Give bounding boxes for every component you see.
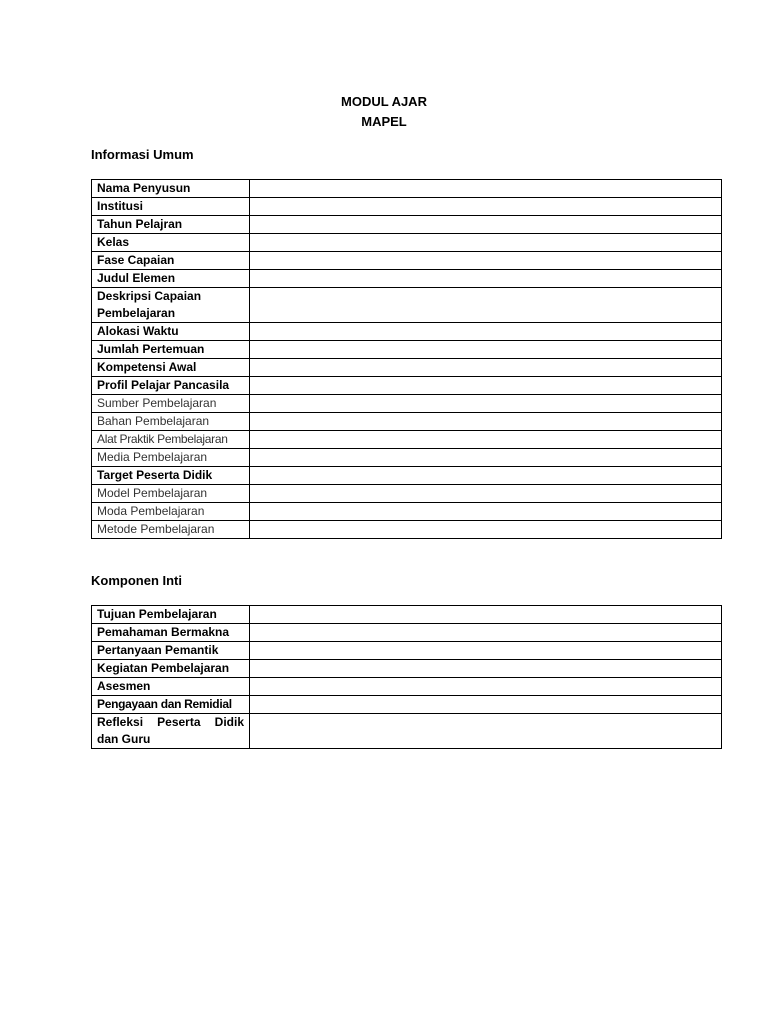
- table-row: [92, 696, 722, 714]
- section-heading-komponen-inti: Komponen Inti: [91, 573, 182, 588]
- row-label-profil-pelajar-pancasila: Profil Pelajar Pancasila: [92, 377, 250, 395]
- komponen-inti-table: [91, 605, 722, 749]
- table-row: [92, 660, 722, 678]
- row-label-kegiatan-pembelajaran: Kegiatan Pembelajaran: [92, 660, 250, 678]
- row-label-metode-pembelajaran: Metode Pembelajaran: [92, 521, 250, 539]
- document-subtitle: MAPEL: [361, 114, 407, 129]
- value-cell-nama-penyusun[interactable]: [250, 180, 722, 198]
- table-row: [92, 606, 722, 624]
- table-row: [92, 431, 722, 449]
- value-cell-moda-pembelajaran[interactable]: [250, 503, 722, 521]
- section-heading-informasi-umum: Informasi Umum: [91, 147, 194, 162]
- value-cell-target-peserta-didik[interactable]: [250, 467, 722, 485]
- value-cell-tahun-pelajaran[interactable]: [250, 216, 722, 234]
- row-label-pengayaan-remidial: Pengayaan dan Remidial: [92, 696, 250, 714]
- row-label-alokasi-waktu: Alokasi Waktu: [92, 323, 250, 341]
- table-row: [92, 624, 722, 642]
- row-label-judul-elemen: Judul Elemen: [92, 270, 250, 288]
- value-cell-deskripsi-capaian[interactable]: [250, 288, 722, 323]
- value-cell-pemahaman-bermakna[interactable]: [250, 624, 722, 642]
- table-row: [92, 413, 722, 431]
- row-label-media-pembelajaran: Media Pembelajaran: [92, 449, 250, 467]
- table-row: [92, 359, 722, 377]
- table-row: [92, 216, 722, 234]
- table-row: [92, 678, 722, 696]
- row-label-tahun-pelajaran: Tahun Pelajran: [92, 216, 250, 234]
- row-label-kompetensi-awal: Kompetensi Awal: [92, 359, 250, 377]
- value-cell-pertanyaan-pemantik[interactable]: [250, 642, 722, 660]
- value-cell-kegiatan-pembelajaran[interactable]: [250, 660, 722, 678]
- row-label-institusi: Institusi: [92, 198, 250, 216]
- row-label-asesmen: Asesmen: [92, 678, 250, 696]
- row-label-jumlah-pertemuan: Jumlah Pertemuan: [92, 341, 250, 359]
- table-row: [92, 180, 722, 198]
- row-label-nama-penyusun: Nama Penyusun: [92, 180, 250, 198]
- value-cell-alokasi-waktu[interactable]: [250, 323, 722, 341]
- row-label-sumber-pembelajaran: Sumber Pembelajaran: [92, 395, 250, 413]
- value-cell-jumlah-pertemuan[interactable]: [250, 341, 722, 359]
- table-row: [92, 377, 722, 395]
- value-cell-institusi[interactable]: [250, 198, 722, 216]
- row-label-bahan-pembelajaran: Bahan Pembelajaran: [92, 413, 250, 431]
- table-row: [92, 642, 722, 660]
- table-row: [92, 234, 722, 252]
- table-row: [92, 341, 722, 359]
- value-cell-kompetensi-awal[interactable]: [250, 359, 722, 377]
- row-label-refleksi: Refleksi Peserta Didik dan Guru: [92, 714, 250, 749]
- row-label-deskripsi-capaian: Deskripsi Capaian Pembelajaran: [92, 288, 250, 323]
- value-cell-tujuan-pembelajaran[interactable]: [250, 606, 722, 624]
- table-row: [92, 714, 722, 749]
- value-cell-metode-pembelajaran[interactable]: [250, 521, 722, 539]
- value-cell-bahan-pembelajaran[interactable]: [250, 413, 722, 431]
- informasi-umum-table: [91, 179, 722, 539]
- row-label-alat-praktik-pembelajaran: Alat Praktik Pembelajaran: [92, 431, 250, 449]
- table-row: [92, 252, 722, 270]
- row-label-kelas: Kelas: [92, 234, 250, 252]
- table-row: [92, 485, 722, 503]
- table-row: [92, 270, 722, 288]
- table-row: [92, 198, 722, 216]
- value-cell-pengayaan-remidial[interactable]: [250, 696, 722, 714]
- value-cell-media-pembelajaran[interactable]: [250, 449, 722, 467]
- value-cell-asesmen[interactable]: [250, 678, 722, 696]
- row-label-pemahaman-bermakna: Pemahaman Bermakna: [92, 624, 250, 642]
- table-row: [92, 449, 722, 467]
- value-cell-fase-capaian[interactable]: [250, 252, 722, 270]
- table-row: [92, 521, 722, 539]
- row-label-pertanyaan-pemantik: Pertanyaan Pemantik: [92, 642, 250, 660]
- row-label-fase-capaian: Fase Capaian: [92, 252, 250, 270]
- value-cell-judul-elemen[interactable]: [250, 270, 722, 288]
- row-label-model-pembelajaran: Model Pembelajaran: [92, 485, 250, 503]
- table-row: [92, 288, 722, 323]
- value-cell-kelas[interactable]: [250, 234, 722, 252]
- value-cell-profil-pelajar-pancasila[interactable]: [250, 377, 722, 395]
- document-title: MODUL AJAR: [341, 94, 427, 109]
- row-label-tujuan-pembelajaran: Tujuan Pembelajaran: [92, 606, 250, 624]
- value-cell-model-pembelajaran[interactable]: [250, 485, 722, 503]
- value-cell-sumber-pembelajaran[interactable]: [250, 395, 722, 413]
- row-label-target-peserta-didik: Target Peserta Didik: [92, 467, 250, 485]
- table-row: [92, 467, 722, 485]
- table-row: [92, 323, 722, 341]
- value-cell-alat-praktik-pembelajaran[interactable]: [250, 431, 722, 449]
- row-label-moda-pembelajaran: Moda Pembelajaran: [92, 503, 250, 521]
- table-row: [92, 503, 722, 521]
- value-cell-refleksi[interactable]: [250, 714, 722, 749]
- table-row: [92, 395, 722, 413]
